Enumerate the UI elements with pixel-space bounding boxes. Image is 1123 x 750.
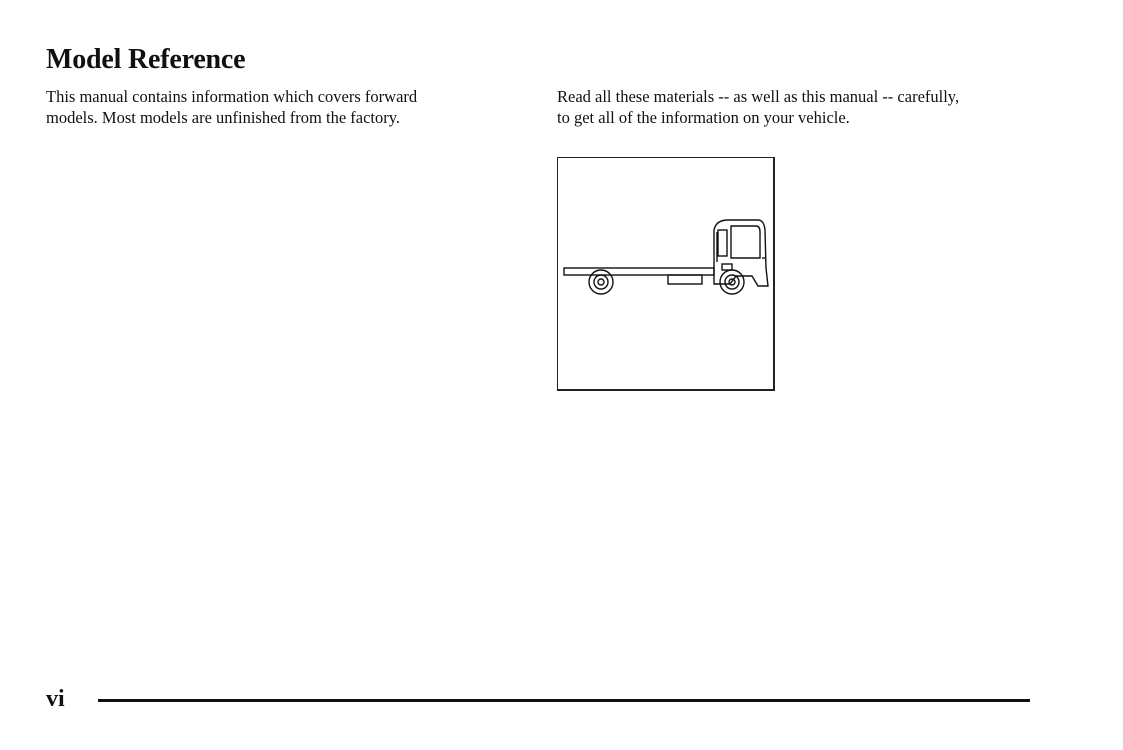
instruction-line-1: Read all these materials -- as well as this manual -- carefully, [557,87,960,106]
rear-wheel-center [598,279,604,285]
cab-window [731,226,760,258]
frame-rail [564,268,714,275]
truck-illustration-frame [557,157,775,391]
page-number: vi [46,686,65,712]
instruction-paragraph [557,86,1057,128]
cab-step [722,264,732,270]
truck-chassis-cab-icon [558,158,776,392]
instruction-line-2: to get all of the information on your vehicle. [557,108,850,127]
fuel-tank [668,275,702,284]
rear-wheel [589,270,613,294]
cab-side-window [718,230,727,256]
intro-paragraph [46,86,506,128]
intro-line-2: models. Most models are unfinished from the factory. [46,108,401,127]
rear-wheel-hub [594,275,608,289]
intro-line-1: This manual contains information which covers forward [46,87,418,106]
page-title: Model Reference [46,44,246,75]
footer-rule [98,699,1030,702]
